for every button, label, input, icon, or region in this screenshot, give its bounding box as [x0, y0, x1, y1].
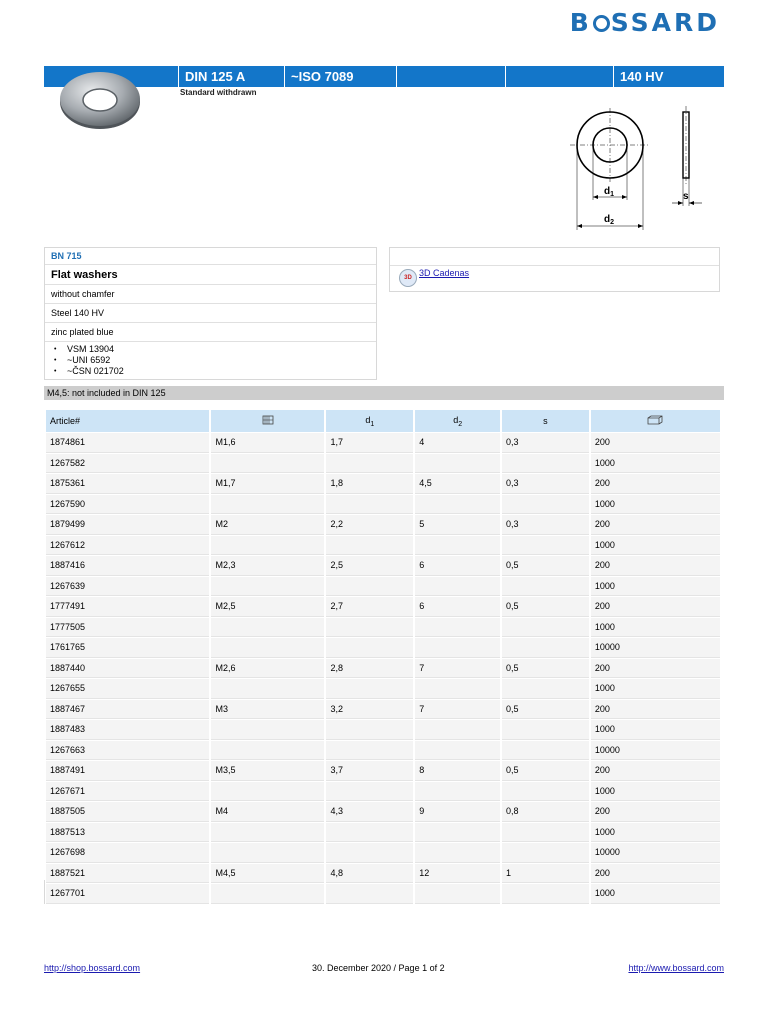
d2-value: 9	[415, 802, 500, 822]
thread-size	[211, 884, 324, 904]
package-qty: 200	[591, 556, 720, 576]
package-qty: 1000	[591, 495, 720, 515]
d1-value	[326, 638, 413, 658]
d2-value: 6	[415, 597, 500, 617]
s-value: 0,8	[502, 802, 589, 822]
s-value	[502, 454, 589, 474]
d2-value: 8	[415, 761, 500, 781]
d2-value	[415, 679, 500, 699]
attribute-finish: zinc plated blue	[45, 323, 376, 342]
s-value	[502, 741, 589, 761]
s-value	[502, 843, 589, 863]
article-number: 1874861	[46, 433, 209, 453]
thread-size	[211, 679, 324, 699]
package-qty: 200	[591, 864, 720, 884]
table-row	[46, 700, 720, 720]
table-row	[46, 597, 720, 617]
d1-value	[326, 536, 413, 556]
standard-status: Standard withdrawn	[180, 88, 257, 97]
cad-box-header	[390, 248, 719, 266]
col-header-d1: $d_1$	[326, 410, 413, 432]
d1-value	[326, 577, 413, 597]
header-iso: ~ISO 7089	[284, 66, 396, 87]
d2-value	[415, 495, 500, 515]
package-qty: 200	[591, 802, 720, 822]
attribute-chamfer: without chamfer	[45, 285, 376, 304]
d1-value	[326, 679, 413, 699]
article-number: 1267655	[46, 679, 209, 699]
table-row	[46, 720, 720, 740]
table-row	[46, 454, 720, 474]
article-number: 1887416	[46, 556, 209, 576]
d2-value: 7	[415, 700, 500, 720]
d1-value: 2,7	[326, 597, 413, 617]
d2-value: 6	[415, 556, 500, 576]
d1-value: 2,8	[326, 659, 413, 679]
article-number: 1267590	[46, 495, 209, 515]
table-row	[46, 638, 720, 658]
thread-size	[211, 536, 324, 556]
article-number: 1267582	[46, 454, 209, 474]
thread-size: M1,6	[211, 433, 324, 453]
d1-value	[326, 741, 413, 761]
thread-size: M1,7	[211, 474, 324, 494]
package-qty: 10000	[591, 638, 720, 658]
article-number: 1875361	[46, 474, 209, 494]
table-row	[46, 495, 720, 515]
article-number: 1887513	[46, 823, 209, 843]
article-number: 1887521	[46, 864, 209, 884]
d1-value: 1,8	[326, 474, 413, 494]
product-name: Flat washers	[45, 265, 376, 285]
table-row	[46, 679, 720, 699]
3d-cadenas-icon[interactable]: 3D	[399, 269, 417, 287]
table-row	[46, 843, 720, 863]
thread-size	[211, 495, 324, 515]
d2-value	[415, 720, 500, 740]
d1-value	[326, 495, 413, 515]
article-number: 1761765	[46, 638, 209, 658]
thread-size: M4	[211, 802, 324, 822]
product-info-table	[44, 247, 377, 380]
d2-value	[415, 638, 500, 658]
s-value: 0,5	[502, 761, 589, 781]
d2-value	[415, 618, 500, 638]
d2-label: $d_2$	[604, 214, 615, 226]
package-qty: 200	[591, 597, 720, 617]
d2-value	[415, 823, 500, 843]
d1-label: $d_1$	[604, 186, 615, 198]
d1-value: 3,2	[326, 700, 413, 720]
package-qty: 200	[591, 515, 720, 535]
package-qty: 1000	[591, 679, 720, 699]
table-row	[46, 618, 720, 638]
d2-value	[415, 577, 500, 597]
d1-value	[326, 843, 413, 863]
col-header-s: s	[502, 410, 589, 432]
s-value	[502, 823, 589, 843]
article-number: 1887491	[46, 761, 209, 781]
s-value: 0,5	[502, 597, 589, 617]
thread-size-icon	[262, 415, 274, 425]
s-value: 0,3	[502, 474, 589, 494]
footer-date-page: 30. December 2020 / Page 1 of 2	[312, 963, 445, 973]
thread-size: M3,5	[211, 761, 324, 781]
article-number: 1267671	[46, 782, 209, 802]
thread-size	[211, 823, 324, 843]
article-number: 1887505	[46, 802, 209, 822]
table-row	[46, 802, 720, 822]
package-qty: 200	[591, 433, 720, 453]
thread-size: M2,6	[211, 659, 324, 679]
d2-value	[415, 454, 500, 474]
s-value: 0,5	[502, 700, 589, 720]
header-cell-empty-1	[396, 66, 505, 87]
d2-value	[415, 536, 500, 556]
cad-download-box	[389, 247, 720, 292]
table-row	[46, 884, 720, 904]
table-row	[46, 556, 720, 576]
table-edge-line	[44, 880, 45, 904]
d2-value: 4,5	[415, 474, 500, 494]
thread-size	[211, 618, 324, 638]
table-row	[46, 474, 720, 494]
equivalent-vsm: • VSM 13904	[67, 344, 376, 355]
d1-value	[326, 823, 413, 843]
article-number: 1267698	[46, 843, 209, 863]
table-row	[46, 433, 720, 453]
s-value	[502, 782, 589, 802]
s-value: 1	[502, 864, 589, 884]
d2-value	[415, 741, 500, 761]
3d-cadenas-link[interactable]: 3D Cadenas	[419, 268, 470, 278]
table-row	[46, 577, 720, 597]
d2-value	[415, 884, 500, 904]
d1-value: 3,7	[326, 761, 413, 781]
table-row	[46, 536, 720, 556]
thread-size: M4,5	[211, 864, 324, 884]
s-value	[502, 495, 589, 515]
d1-value	[326, 618, 413, 638]
table-row	[46, 659, 720, 679]
col-header-package	[591, 410, 720, 432]
article-number: 1777491	[46, 597, 209, 617]
article-number: 1887440	[46, 659, 209, 679]
table-row	[46, 761, 720, 781]
article-number: 1267639	[46, 577, 209, 597]
thread-size	[211, 782, 324, 802]
thread-size: M2,5	[211, 597, 324, 617]
s-value: 0,3	[502, 515, 589, 535]
bn-number: BN 715	[45, 248, 376, 265]
d2-value: 5	[415, 515, 500, 535]
header-standard: DIN 125 A	[178, 66, 284, 87]
equivalent-uni: • ~UNI 6592	[67, 355, 376, 366]
d2-value: 12	[415, 864, 500, 884]
d2-value	[415, 782, 500, 802]
s-value	[502, 577, 589, 597]
thread-size	[211, 843, 324, 863]
s-label: s	[683, 191, 689, 202]
s-value: 0,3	[502, 433, 589, 453]
package-icon	[647, 415, 663, 425]
package-qty: 200	[591, 761, 720, 781]
thread-size: M2,3	[211, 556, 324, 576]
thread-size: M3	[211, 700, 324, 720]
thread-size	[211, 638, 324, 658]
d1-value	[326, 782, 413, 802]
col-header-article: Article#	[46, 410, 209, 432]
d1-value	[326, 884, 413, 904]
s-value	[502, 638, 589, 658]
table-row	[46, 864, 720, 884]
d1-value: 4,8	[326, 864, 413, 884]
shop-link[interactable]: http://shop.bossard.com	[44, 963, 141, 973]
d2-value: 4	[415, 433, 500, 453]
article-number: 1267663	[46, 741, 209, 761]
d2-value	[415, 843, 500, 863]
s-value	[502, 679, 589, 699]
package-qty: 10000	[591, 843, 720, 863]
table-row	[46, 823, 720, 843]
package-qty: 200	[591, 474, 720, 494]
attribute-material: Steel 140 HV	[45, 304, 376, 323]
header-bar	[44, 66, 724, 87]
footer-right	[628, 963, 724, 973]
equivalent-standards	[45, 342, 376, 379]
table-row	[46, 782, 720, 802]
thread-size	[211, 454, 324, 474]
s-value	[502, 720, 589, 740]
thread-size: M2	[211, 515, 324, 535]
package-qty: 1000	[591, 618, 720, 638]
header-hardness: 140 HV	[613, 66, 724, 87]
thread-size	[211, 720, 324, 740]
package-qty: 1000	[591, 454, 720, 474]
d1-value: 2,2	[326, 515, 413, 535]
d2-value: 7	[415, 659, 500, 679]
washer-photo	[55, 64, 145, 132]
article-number: 1887483	[46, 720, 209, 740]
s-value	[502, 536, 589, 556]
package-qty: 10000	[591, 741, 720, 761]
thread-size	[211, 741, 324, 761]
washer-technical-drawing	[566, 100, 716, 235]
col-header-thread	[211, 410, 324, 432]
package-qty: 200	[591, 659, 720, 679]
d1-value: 4,3	[326, 802, 413, 822]
footer-left	[44, 963, 140, 973]
s-value	[502, 884, 589, 904]
header-cell-empty-2	[505, 66, 613, 87]
d1-value: 1,7	[326, 433, 413, 453]
package-qty: 1000	[591, 577, 720, 597]
s-value	[502, 618, 589, 638]
article-number: 1267612	[46, 536, 209, 556]
equivalent-csn: • ~ČSN 021702	[67, 366, 376, 377]
package-qty: 200	[591, 700, 720, 720]
package-qty: 1000	[591, 536, 720, 556]
d1-value: 2,5	[326, 556, 413, 576]
table-row	[46, 741, 720, 761]
website-link[interactable]: http://www.bossard.com	[628, 963, 724, 973]
bossard-logo: B SSARD	[569, 8, 720, 37]
d1-value	[326, 720, 413, 740]
article-number: 1887467	[46, 700, 209, 720]
article-number: 1879499	[46, 515, 209, 535]
package-qty: 1000	[591, 720, 720, 740]
thread-size	[211, 577, 324, 597]
col-header-d2: $d_2$	[415, 410, 500, 432]
s-value: 0,5	[502, 556, 589, 576]
article-number: 1267701	[46, 884, 209, 904]
d1-value	[326, 454, 413, 474]
article-table	[44, 409, 722, 905]
package-qty: 1000	[591, 823, 720, 843]
table-row	[46, 515, 720, 535]
package-qty: 1000	[591, 782, 720, 802]
package-qty: 1000	[591, 884, 720, 904]
s-value: 0,5	[502, 659, 589, 679]
article-number: 1777505	[46, 618, 209, 638]
note-banner: M4,5: not included in DIN 125	[44, 386, 724, 400]
